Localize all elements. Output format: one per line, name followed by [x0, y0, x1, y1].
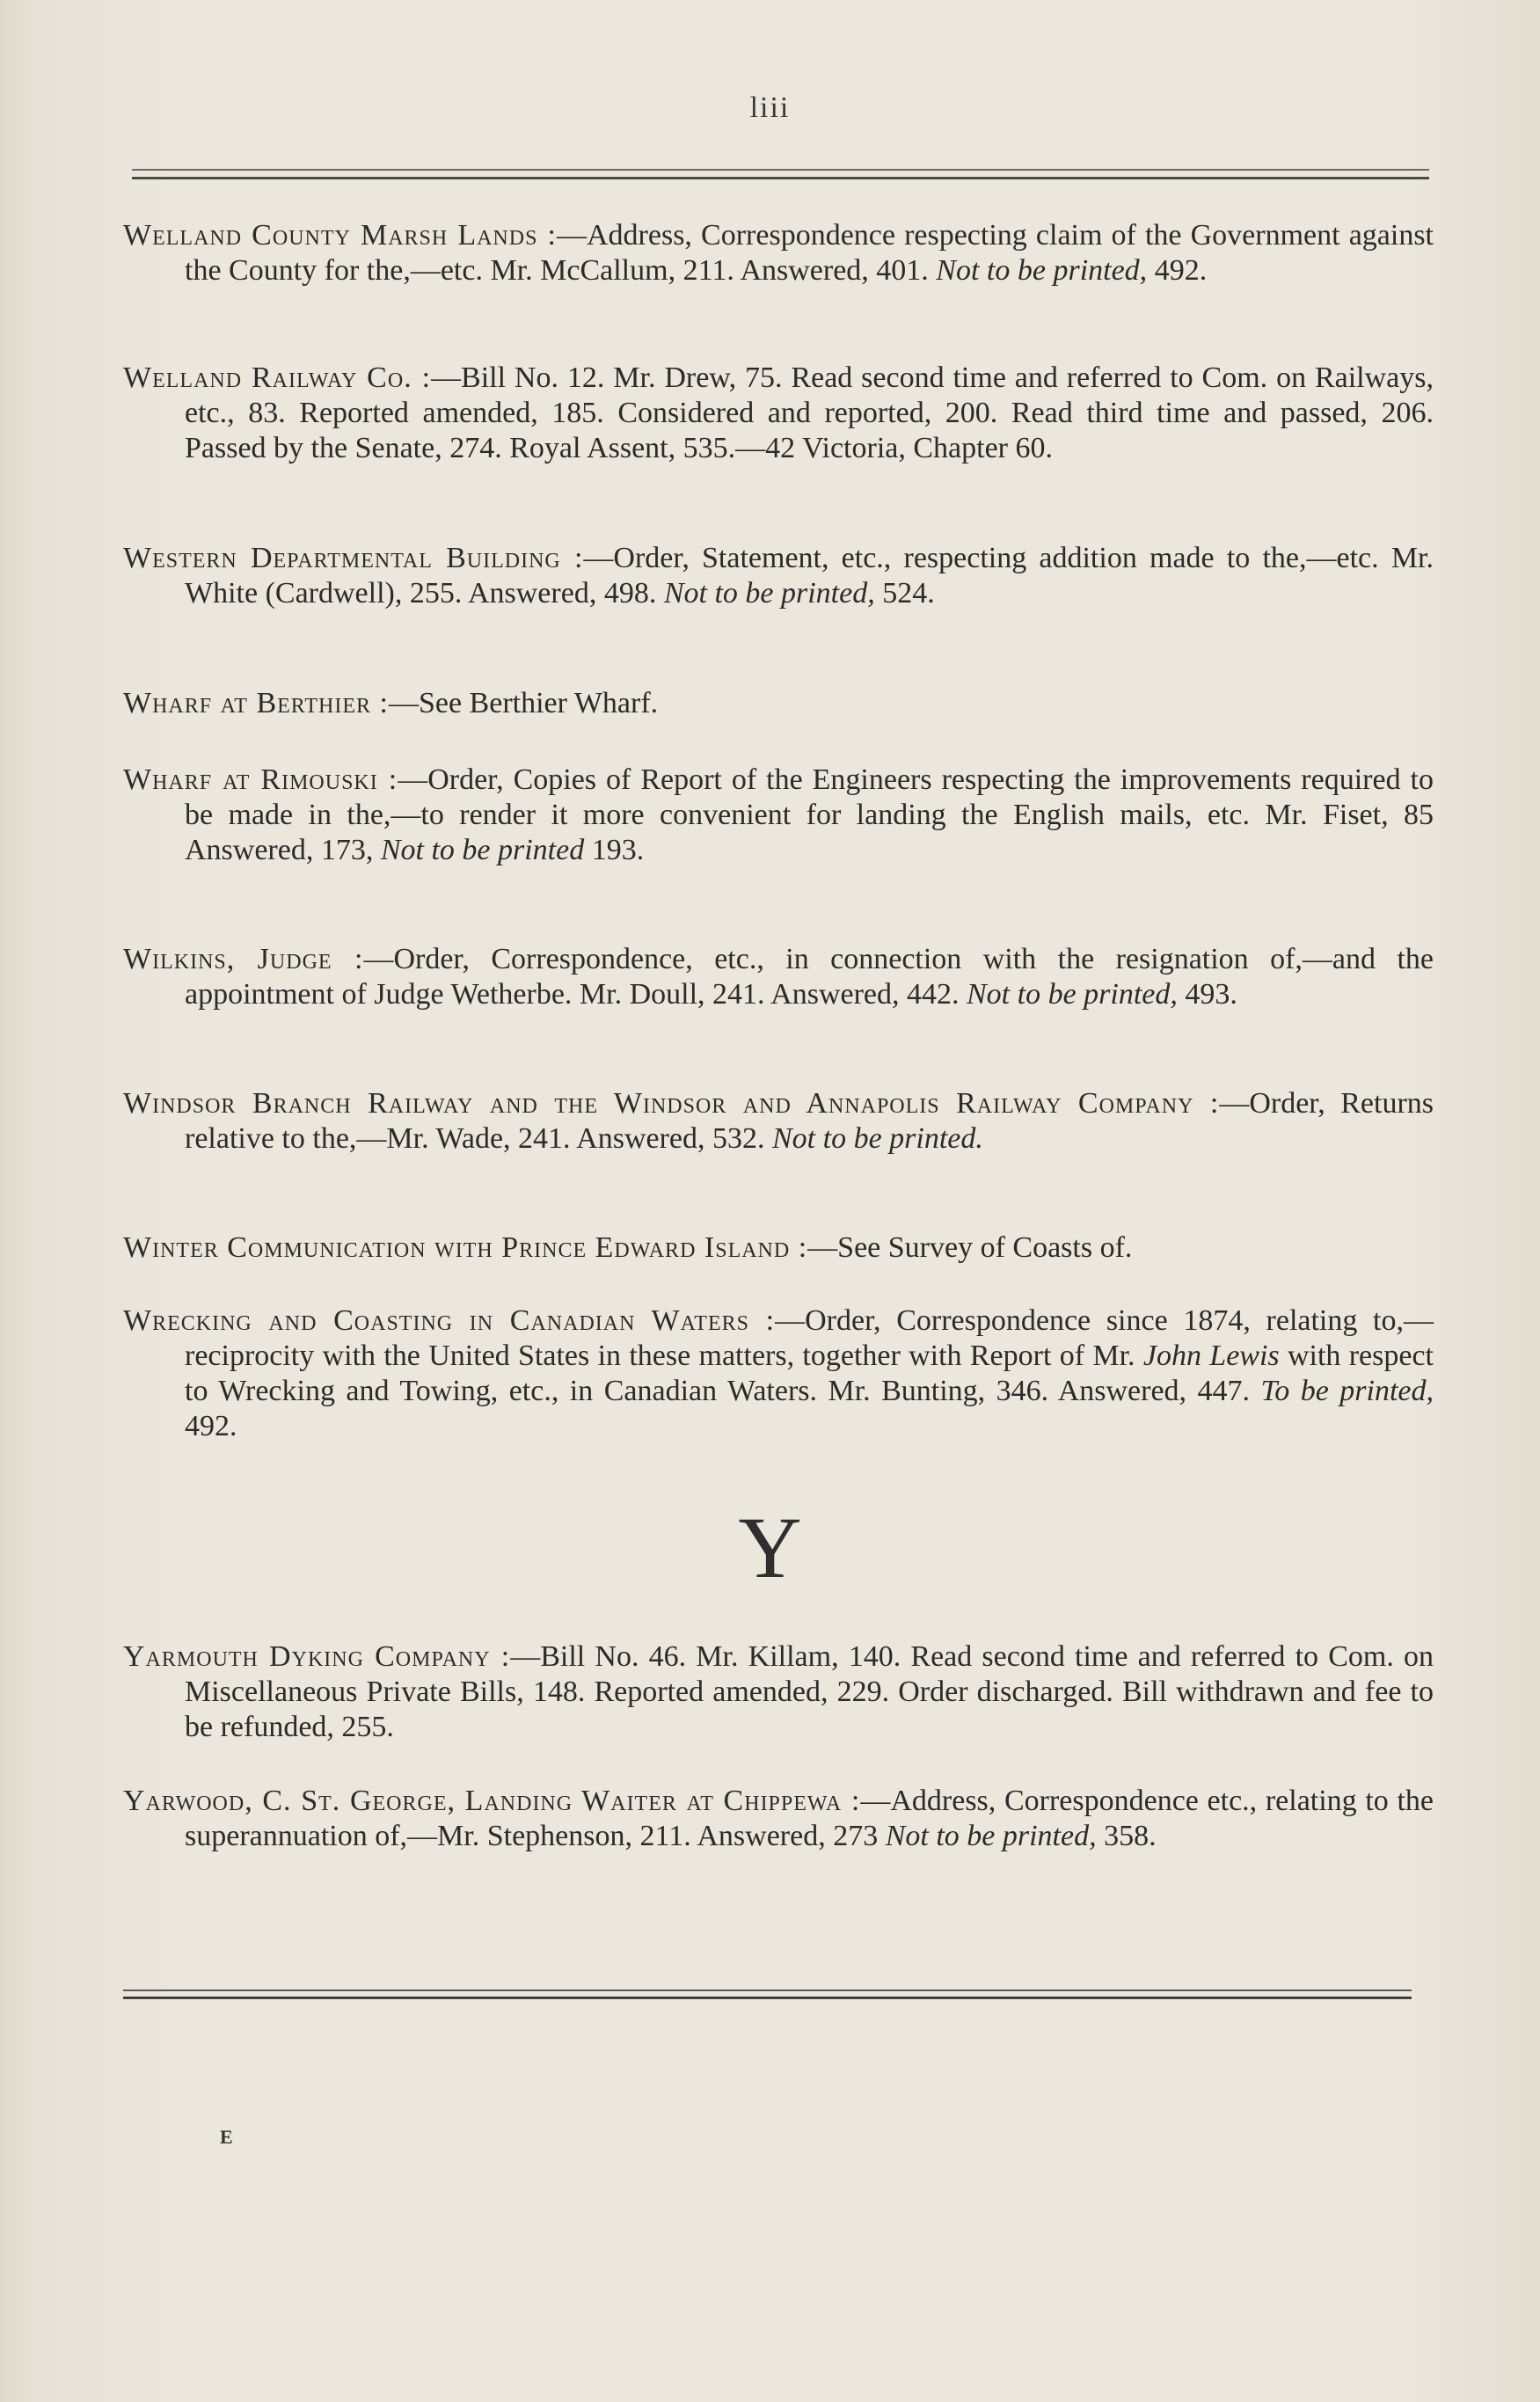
index-entry	[123, 763, 1434, 868]
entry-tail: 492.	[1147, 254, 1208, 287]
entry-italic-note: Not to be printed	[380, 834, 585, 866]
entry-tail: 193.	[584, 834, 645, 866]
index-entry	[123, 1230, 1434, 1266]
entry-tail: 493.	[1177, 978, 1237, 1011]
entry-italic-note: Not to be printed.	[772, 1122, 983, 1155]
entry-body: —Order, Correspondence since 1874, relating to,—reciprocity with the United States in these matters, together with Report of Mr.	[185, 1304, 1434, 1372]
entry-italic-note: Not to be printed,	[663, 577, 875, 610]
index-entry	[123, 942, 1434, 1012]
index-entry	[123, 541, 1434, 611]
entry-body: —See Berthier Wharf.	[388, 687, 659, 719]
entry-heading: Yarmouth Dyking Company :	[123, 1640, 511, 1673]
bottom-rule-thin	[123, 1989, 1412, 1991]
section-letter-heading: Y	[738, 1499, 802, 1596]
entry-body: —Order, Correspondence, etc., in connection with the resignation of,—and the appointment of Judge Wetherbe. Mr. Doull, 241. Answered, 442.	[185, 943, 1434, 1011]
entry-body: —Address, Correspondence respecting claim of the Government against the County for the,—etc. Mr. McCallum, 211. Answered, 401.	[185, 219, 1434, 287]
entry-heading: Wilkins, Judge :	[123, 943, 364, 975]
entry-italic-note: To be printed,	[1260, 1375, 1434, 1407]
entry-body: —Bill No. 46. Mr. Killam, 140. Read second time and referred to Com. on Miscellaneous Private Bills, 148. Reported amended, 229. Order discharged. Bill withdrawn and fee to be refunded, 255.	[185, 1640, 1434, 1743]
entry-heading: Wharf at Rimouski :	[123, 763, 398, 796]
entry-heading: Wharf at Berthier :	[123, 687, 389, 719]
bottom-rule-thick	[123, 1997, 1412, 1999]
entry-heading: Windsor Branch Railway and the Windsor and Annapolis Railway Company :	[123, 1087, 1220, 1120]
entry-heading: Wrecking and Coasting in Canadian Waters :	[123, 1304, 776, 1337]
entry-body: —Order, Statement, etc., respecting addition made to the,—etc. Mr. White (Cardwell), 255. Answered, 498.	[185, 542, 1434, 610]
top-rule-thin	[132, 169, 1429, 171]
entry-heading: Western Departmental Building :	[123, 542, 584, 574]
page-number: liii	[749, 91, 791, 124]
entry-heading: Welland Railway Co. :	[123, 361, 432, 394]
index-entry	[123, 218, 1434, 288]
entry-body: —Bill No. 12. Mr. Drew, 75. Read second time and referred to Com. on Railways, etc., 83. Reported amended, 185. Considered and reported, 200. Read third time and passed, 206. Passed by the Senate, 274. Royal Assent, 535.—42 Victoria, Chapter 60.	[185, 361, 1434, 464]
signature-mark: E	[220, 2126, 233, 2148]
top-rule-thick	[132, 177, 1429, 179]
index-entry	[123, 1784, 1434, 1854]
entry-heading: Yarwood, C. St. George, Landing Waiter at Chippewa :	[123, 1785, 861, 1817]
entry-tail: 492.	[185, 1410, 237, 1442]
entry-body: —See Survey of Coasts of.	[807, 1231, 1133, 1264]
entry-body: —Order, Returns relative to the,—Mr. Wade, 241. Answered, 532.	[185, 1087, 1434, 1155]
entry-body-continued: with respect to Wrecking and Towing, etc., in Canadian Waters. Mr. Bunting, 346. Answered, 447.	[185, 1340, 1434, 1407]
entry-heading: Welland County Marsh Lands :	[123, 219, 557, 252]
entry-italic-note: Not to be printed,	[936, 254, 1148, 287]
entry-tail: 358.	[1096, 1820, 1157, 1852]
entry-tail: 524.	[874, 577, 935, 610]
index-entry	[123, 1086, 1434, 1157]
index-entry	[123, 1639, 1434, 1745]
index-entry	[123, 1303, 1434, 1444]
index-entry	[123, 361, 1434, 466]
entry-italic-note: Not to be printed,	[885, 1820, 1097, 1852]
entry-italic-name: John Lewis	[1142, 1340, 1280, 1372]
entry-body: —Address, Correspondence etc., relating to the superannuation of,—Mr. Stephenson, 211. Answered, 273	[185, 1785, 1434, 1852]
entry-italic-note: Not to be printed,	[967, 978, 1178, 1011]
entry-body: —Order, Copies of Report of the Engineers respecting the improvements required to be made in the,—to render it more convenient for landing the English mails, etc. Mr. Fiset, 85 Answered, 173,	[185, 763, 1434, 866]
index-entry	[123, 686, 1434, 721]
entry-heading: Winter Communication with Prince Edward Island :	[123, 1231, 808, 1264]
